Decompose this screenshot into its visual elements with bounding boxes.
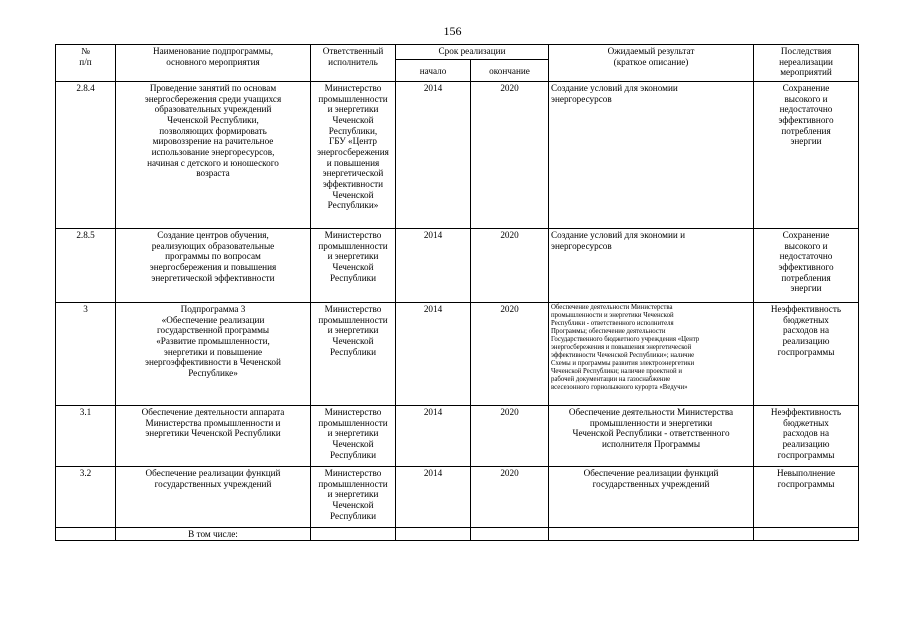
row-consequences: Невыполнение госпрограммы bbox=[754, 467, 859, 528]
header-executor: Ответственный исполнитель bbox=[311, 45, 396, 82]
row-start: 2014 bbox=[396, 467, 471, 528]
row-num: 3.1 bbox=[56, 406, 116, 467]
row-num: 2.8.5 bbox=[56, 229, 116, 303]
row-end: 2020 bbox=[471, 82, 549, 229]
program-table bbox=[55, 44, 859, 541]
header-name: Наименование подпрограммы, основного мероприятия bbox=[116, 45, 311, 82]
empty-cell bbox=[471, 528, 549, 541]
header-period: Срок реализации bbox=[396, 45, 549, 60]
header-start: начало bbox=[396, 60, 471, 82]
row-name: Проведение занятий по основам энергосбережения среди учащихся образовательных учреждений Чеченской Республики, позволяющих формировать мировоззрение на рачительное использование энергоресурсов, начиная с детского и юношеского возраста bbox=[116, 82, 311, 229]
table-row bbox=[56, 406, 859, 467]
table-row bbox=[56, 467, 859, 528]
table-row bbox=[56, 82, 859, 229]
empty-cell bbox=[396, 528, 471, 541]
row-name: Подпрограмма 3 «Обеспечение реализации государственной программы «Развитие промышленности, энергетики и повышение энергоэффективности в Чеченской Республике» bbox=[116, 303, 311, 406]
row-start: 2014 bbox=[396, 303, 471, 406]
table-row bbox=[56, 229, 859, 303]
row-consequences: Сохранение высокого и недостаточно эффективного потребления энергии bbox=[754, 82, 859, 229]
row-name: Обеспечение деятельности аппарата Министерства промышленности и энергетики Чеченской Республики bbox=[116, 406, 311, 467]
page-number: 156 bbox=[443, 24, 462, 38]
empty-cell bbox=[754, 528, 859, 541]
row-consequences: Неэффективность бюджетных расходов на реализацию госпрограммы bbox=[754, 303, 859, 406]
row-consequences: Неэффективность бюджетных расходов на реализацию госпрограммы bbox=[754, 406, 859, 467]
row-end: 2020 bbox=[471, 303, 549, 406]
row-consequences: Сохранение высокого и недостаточно эффективного потребления энергии bbox=[754, 229, 859, 303]
row-num: 2.8.4 bbox=[56, 82, 116, 229]
empty-cell bbox=[56, 528, 116, 541]
row-result: Обеспечение деятельности Министерства промышленности и энергетики Чеченской Республики - ответственного исполнителя Программы bbox=[549, 406, 754, 467]
row-start: 2014 bbox=[396, 406, 471, 467]
row-executor: Министерство промышленности и энергетики Чеченской Республики bbox=[311, 467, 396, 528]
empty-cell bbox=[549, 528, 754, 541]
row-executor: Министерство промышленности и энергетики Чеченской Республики bbox=[311, 303, 396, 406]
row-result: Создание условий для экономии и энергоресурсов bbox=[549, 229, 754, 303]
row-result: Создание условий для экономии энергоресурсов bbox=[549, 82, 754, 229]
row-executor: Министерство промышленности и энергетики Чеченской Республики, ГБУ «Центр энергосбережения и повышения энергетической эффективности Чеченской Республики» bbox=[311, 82, 396, 229]
header-result: Ожидаемый результат (краткое описание) bbox=[549, 45, 754, 82]
row-start: 2014 bbox=[396, 229, 471, 303]
header-end: окончание bbox=[471, 60, 549, 82]
row-end: 2020 bbox=[471, 406, 549, 467]
empty-cell bbox=[311, 528, 396, 541]
table-row bbox=[56, 303, 859, 406]
row-result: Обеспечение деятельности Министерства промышленности и энергетики Чеченской Республики - ответственного исполнителя Программы; обеспечение деятельности Государственного бюджетного учреждения «Центр энергосбережения и повышения энергетической эффективности Чеченской Республики»; наличие Схемы и программы развития электроэнергетики Чеченской Республики; наличие проектной и рабочей документации на газоснабжение всесезонного горнолыжного курорта «Ведучи» bbox=[549, 303, 754, 406]
row-result: Обеспечение реализации функций государственных учреждений bbox=[549, 467, 754, 528]
row-name: Создание центров обучения, реализующих образовательные программы по вопросам энергосбережения и повышения энергетической эффективности bbox=[116, 229, 311, 303]
row-end: 2020 bbox=[471, 467, 549, 528]
row-executor: Министерство промышленности и энергетики Чеченской Республики bbox=[311, 406, 396, 467]
row-executor: Министерство промышленности и энергетики Чеченской Республики bbox=[311, 229, 396, 303]
header-num: № п/п bbox=[56, 45, 116, 82]
table-row bbox=[56, 528, 859, 541]
row-name: В том числе: bbox=[116, 528, 311, 541]
row-num: 3.2 bbox=[56, 467, 116, 528]
row-name: Обеспечение реализации функций государственных учреждений bbox=[116, 467, 311, 528]
header-consequences: Последствия нереализации мероприятий bbox=[754, 45, 859, 82]
row-start: 2014 bbox=[396, 82, 471, 229]
row-end: 2020 bbox=[471, 229, 549, 303]
row-num: 3 bbox=[56, 303, 116, 406]
